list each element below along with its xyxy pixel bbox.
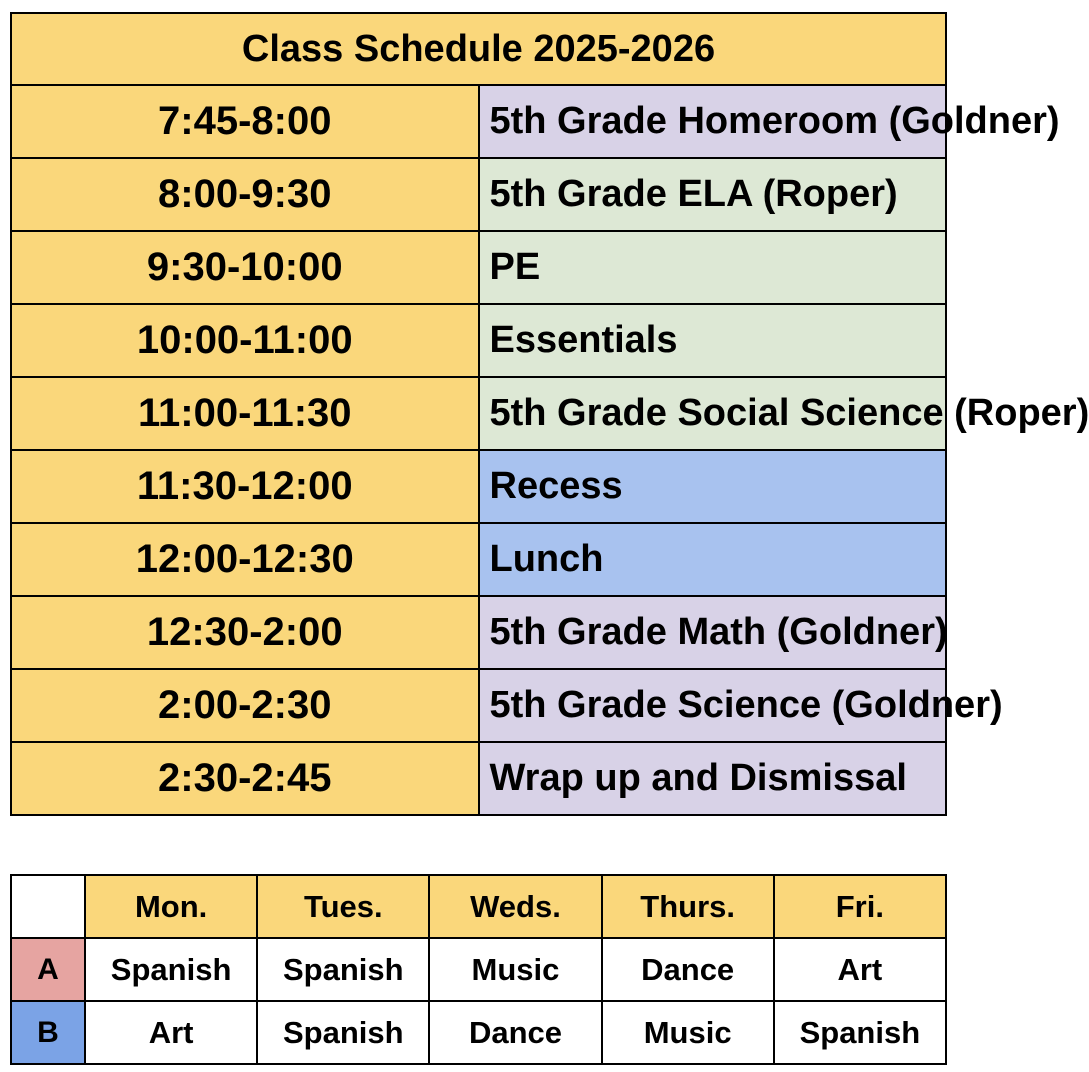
special-class: Spanish bbox=[85, 938, 257, 1001]
day-header: Thurs. bbox=[602, 875, 774, 938]
special-class: Dance bbox=[602, 938, 774, 1001]
special-class: Spanish bbox=[257, 1001, 429, 1064]
day-header: Fri. bbox=[774, 875, 946, 938]
activity-name: Recess bbox=[479, 450, 947, 523]
schedule-row bbox=[11, 85, 946, 158]
class-schedule-table bbox=[10, 12, 1089, 816]
activity-name: 5th Grade Homeroom (Goldner) bbox=[479, 85, 947, 158]
special-class: Spanish bbox=[774, 1001, 946, 1064]
time-slot: 2:30-2:45 bbox=[11, 742, 479, 815]
schedule-title-row bbox=[11, 13, 946, 85]
schedule-row bbox=[11, 231, 946, 304]
time-slot: 11:30-12:00 bbox=[11, 450, 479, 523]
activity-name: 5th Grade Science (Goldner) bbox=[479, 669, 947, 742]
day-header: Mon. bbox=[85, 875, 257, 938]
schedule-row bbox=[11, 523, 946, 596]
activity-name: 5th Grade Social Science (Roper) bbox=[479, 377, 947, 450]
activity-name: Wrap up and Dismissal bbox=[479, 742, 947, 815]
rotation-header-row bbox=[11, 875, 946, 938]
rotation-letter: B bbox=[11, 1001, 85, 1064]
rotation-table bbox=[10, 874, 947, 1065]
rotation-corner-cell bbox=[11, 875, 85, 938]
activity-name: Lunch bbox=[479, 523, 947, 596]
schedule-row bbox=[11, 450, 946, 523]
schedule-row bbox=[11, 377, 946, 450]
time-slot: 9:30-10:00 bbox=[11, 231, 479, 304]
rotation-row bbox=[11, 1001, 946, 1064]
activity-name: 5th Grade ELA (Roper) bbox=[479, 158, 947, 231]
rotation-row bbox=[11, 938, 946, 1001]
time-slot: 12:00-12:30 bbox=[11, 523, 479, 596]
time-slot: 10:00-11:00 bbox=[11, 304, 479, 377]
activity-name: 5th Grade Math (Goldner) bbox=[479, 596, 947, 669]
time-slot: 2:00-2:30 bbox=[11, 669, 479, 742]
special-class: Music bbox=[429, 938, 601, 1001]
schedule-row bbox=[11, 158, 946, 231]
schedule-row bbox=[11, 669, 946, 742]
time-slot: 8:00-9:30 bbox=[11, 158, 479, 231]
special-class: Music bbox=[602, 1001, 774, 1064]
time-slot: 7:45-8:00 bbox=[11, 85, 479, 158]
special-class: Dance bbox=[429, 1001, 601, 1064]
rotation-letter: A bbox=[11, 938, 85, 1001]
special-class: Spanish bbox=[257, 938, 429, 1001]
day-header: Tues. bbox=[257, 875, 429, 938]
schedule-row bbox=[11, 304, 946, 377]
schedule-row bbox=[11, 596, 946, 669]
time-slot: 12:30-2:00 bbox=[11, 596, 479, 669]
special-class: Art bbox=[774, 938, 946, 1001]
special-class: Art bbox=[85, 1001, 257, 1064]
activity-name: PE bbox=[479, 231, 947, 304]
activity-name: Essentials bbox=[479, 304, 947, 377]
schedule-row bbox=[11, 742, 946, 815]
time-slot: 11:00-11:30 bbox=[11, 377, 479, 450]
schedule-title: Class Schedule 2025-2026 bbox=[11, 13, 946, 85]
day-header: Weds. bbox=[429, 875, 601, 938]
